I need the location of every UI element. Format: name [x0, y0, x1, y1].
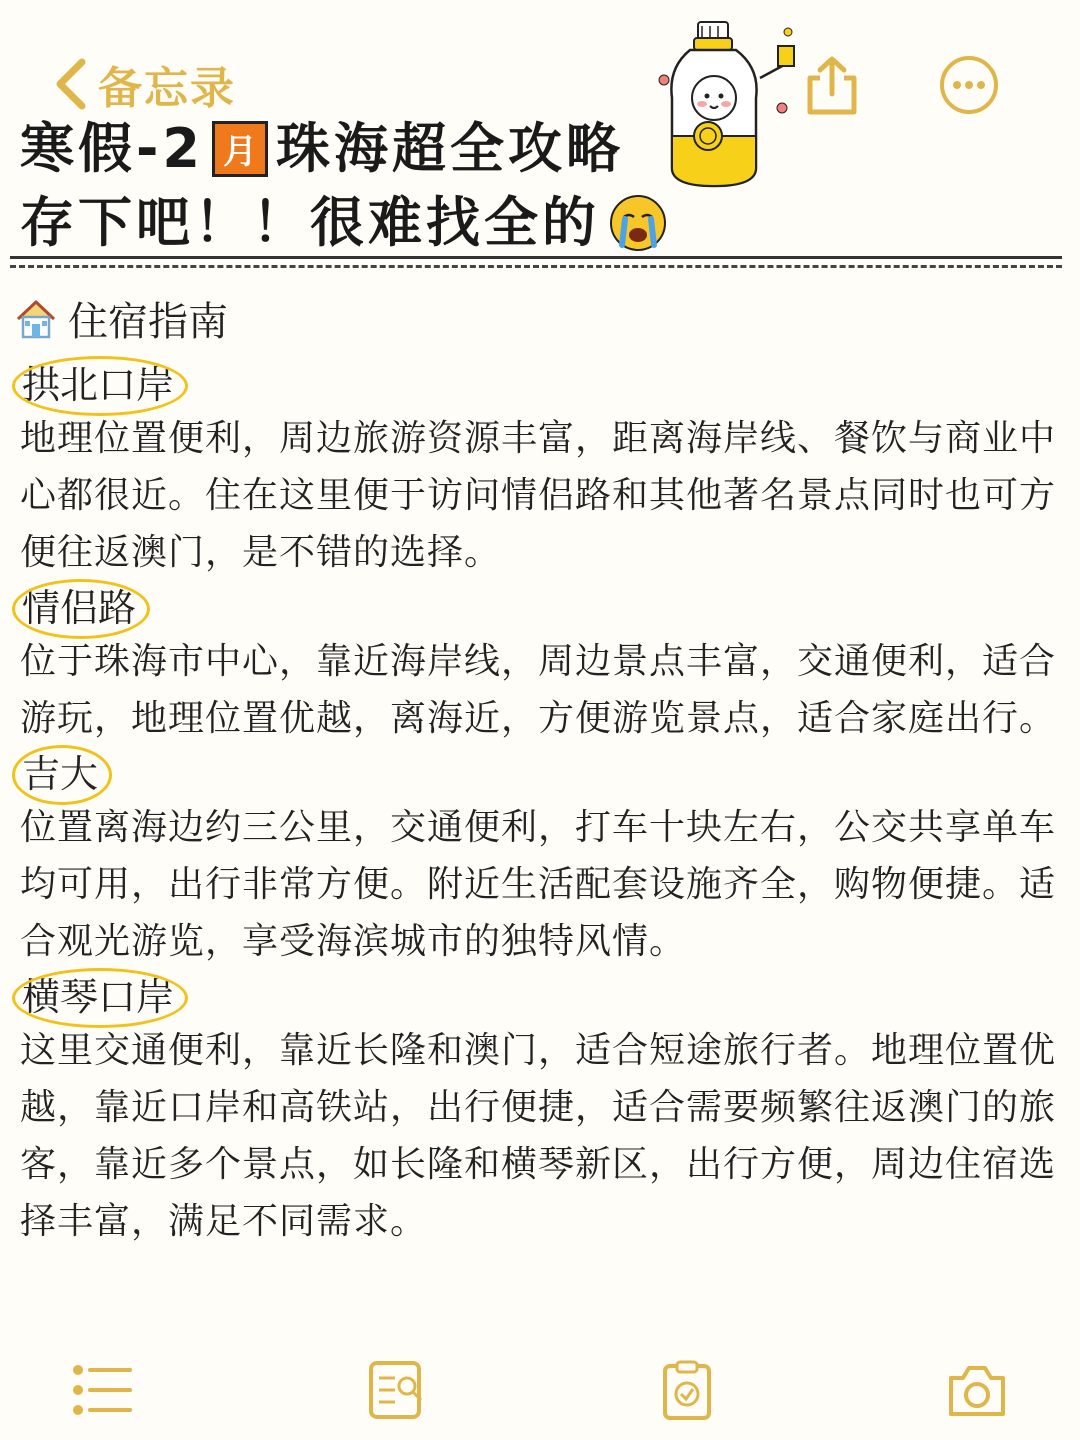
- mascot-bottle-sticker: [650, 18, 800, 190]
- top-navigation-bar: [0, 0, 1080, 120]
- title-divider: [10, 256, 1062, 259]
- entry-body: 位于珠海市中心，靠近海岸线，周边景点丰富，交通便利，适合游玩，地理位置优越，离海近，方便游览景点，适合家庭出行。: [20, 641, 1057, 739]
- entry-title: 情侣路: [20, 583, 138, 633]
- entry-gongbei: [20, 360, 1065, 581]
- entry-hengqin: [20, 972, 1065, 1250]
- title-line2-text: 存下吧！！很难找全的: [20, 191, 600, 254]
- house-icon: [14, 297, 58, 341]
- note-body: [20, 360, 1065, 1252]
- entry-lovers-road: [20, 583, 1065, 747]
- chevron-left-icon: [52, 56, 92, 112]
- clipboard-check-icon[interactable]: [655, 1360, 719, 1420]
- month-badge: 月: [212, 121, 268, 177]
- checklist-icon[interactable]: [70, 1360, 134, 1420]
- entry-title: 拱北口岸: [20, 360, 176, 410]
- entry-body: 位置离海边约三公里，交通便利，打车十块左右，公交共享单车均可用，出行非常方便。附近生活配套设施齐全，购物便捷。适合观光游览，享受海滨城市的独特风情。: [20, 807, 1057, 962]
- back-button[interactable]: [52, 52, 236, 116]
- title-suffix: 珠海超全攻略: [276, 117, 624, 180]
- document-scan-icon[interactable]: [365, 1360, 429, 1420]
- highlight-circle: [12, 968, 188, 1028]
- entry-title: 吉大: [20, 749, 100, 799]
- title-line-1: [20, 112, 668, 186]
- dashed-divider: [10, 265, 1062, 268]
- highlight-circle: [12, 745, 112, 805]
- section-heading-text: 住宿指南: [68, 299, 228, 345]
- share-icon[interactable]: [804, 56, 860, 116]
- section-heading: [14, 290, 228, 347]
- title-line-2: [20, 186, 668, 260]
- highlight-circle: [12, 579, 150, 639]
- entry-body: 地理位置便利，周边旅游资源丰富，距离海岸线、餐饮与商业中心都很近。住在这里便于访问情侣路和其他著名景点同时也可方便往返澳门，是不错的选择。: [20, 418, 1057, 573]
- camera-icon[interactable]: [945, 1360, 1009, 1420]
- entry-title: 横琴口岸: [20, 972, 176, 1022]
- title-prefix: 寒假-2: [20, 117, 204, 180]
- back-label: 备忘录: [98, 63, 236, 114]
- more-options-icon[interactable]: [938, 54, 1000, 116]
- entry-body: 这里交通便利，靠近长隆和澳门，适合短途旅行者。地理位置优越，靠近口岸和高铁站，出行便捷，适合需要频繁往返澳门的旅客，靠近多个景点，如长隆和横琴新区，出行方便，周边住宿选择丰富，满足不同需求。: [20, 1030, 1057, 1242]
- note-title: [20, 112, 668, 260]
- entry-jida: [20, 749, 1065, 970]
- highlight-circle: [12, 356, 188, 416]
- crying-face-icon: [608, 193, 668, 253]
- bottom-toolbar: [0, 1350, 1080, 1430]
